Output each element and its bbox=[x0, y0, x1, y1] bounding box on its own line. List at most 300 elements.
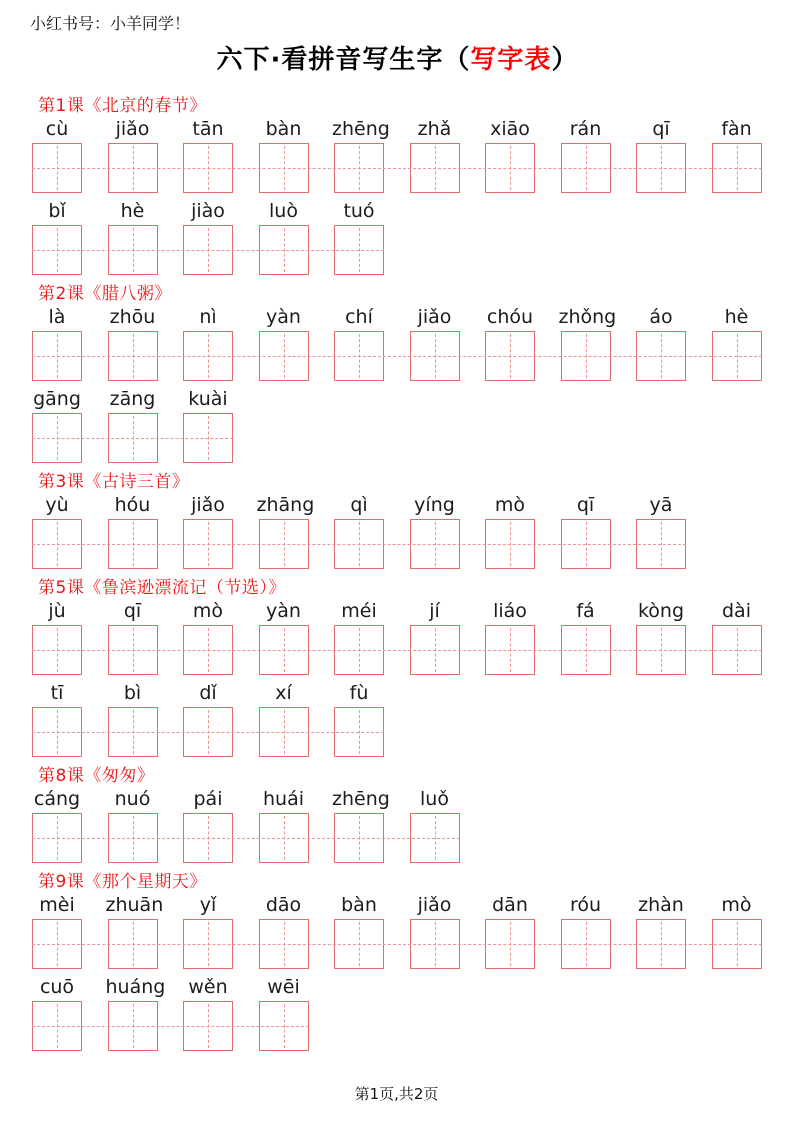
pinyin-label: dǐ bbox=[199, 682, 217, 704]
writing-grid-box bbox=[32, 413, 82, 463]
character-cell bbox=[106, 600, 182, 675]
character-cell bbox=[181, 600, 257, 675]
pinyin-box-unit bbox=[710, 894, 764, 969]
pinyin-label: bǐ bbox=[48, 200, 66, 222]
character-cell bbox=[408, 600, 484, 675]
pinyin-label: wēi bbox=[267, 976, 300, 998]
practice-row-grid bbox=[30, 118, 785, 193]
pinyin-box-unit bbox=[332, 306, 386, 381]
practice-row bbox=[30, 494, 765, 576]
character-cell bbox=[257, 894, 333, 969]
pinyin-box-unit bbox=[559, 494, 613, 569]
character-cell bbox=[106, 118, 182, 193]
character-cell bbox=[30, 200, 106, 275]
pinyin-box-unit bbox=[181, 894, 235, 969]
writing-grid-box bbox=[183, 1001, 233, 1051]
writing-grid-box bbox=[32, 813, 82, 863]
writing-grid-box bbox=[32, 625, 82, 675]
character-cell bbox=[483, 600, 559, 675]
pinyin-label: kuài bbox=[188, 388, 228, 410]
writing-grid-box bbox=[259, 143, 309, 193]
pinyin-label: zhuān bbox=[105, 894, 164, 916]
writing-grid-box bbox=[636, 625, 686, 675]
pinyin-box-unit bbox=[105, 894, 164, 969]
pinyin-box-unit bbox=[181, 388, 235, 463]
pinyin-label: méi bbox=[341, 600, 377, 622]
lesson-section bbox=[30, 96, 765, 282]
character-cell bbox=[408, 494, 484, 569]
character-cell bbox=[634, 894, 710, 969]
pinyin-box-unit bbox=[483, 894, 537, 969]
pinyin-box-unit bbox=[710, 306, 764, 381]
pinyin-label: tuó bbox=[343, 200, 375, 222]
writing-grid-box bbox=[32, 519, 82, 569]
character-cell bbox=[181, 976, 257, 1051]
pinyin-label: mèi bbox=[39, 894, 75, 916]
character-cell bbox=[106, 306, 182, 381]
character-cell bbox=[559, 306, 635, 381]
character-cell bbox=[483, 494, 559, 569]
pinyin-label: pái bbox=[193, 788, 223, 810]
character-cell bbox=[30, 976, 106, 1051]
pinyin-box-unit bbox=[408, 600, 462, 675]
character-cell bbox=[559, 894, 635, 969]
pinyin-box-unit bbox=[408, 494, 462, 569]
character-cell bbox=[710, 306, 786, 381]
pinyin-box-unit bbox=[106, 682, 160, 757]
lesson-section bbox=[30, 284, 765, 470]
pinyin-label: cù bbox=[45, 118, 69, 140]
writing-grid-box bbox=[712, 331, 762, 381]
character-cell bbox=[257, 200, 333, 275]
pinyin-label: yù bbox=[45, 494, 69, 516]
pinyin-label: yíng bbox=[414, 494, 455, 516]
writing-grid-box bbox=[636, 143, 686, 193]
pinyin-box-unit bbox=[106, 118, 160, 193]
character-cell bbox=[106, 682, 182, 757]
pinyin-label: yā bbox=[649, 494, 673, 516]
character-cell bbox=[332, 494, 408, 569]
writing-grid-box bbox=[183, 519, 233, 569]
writing-grid-box bbox=[108, 813, 158, 863]
writing-grid-box bbox=[183, 919, 233, 969]
pinyin-label: zhǒng bbox=[558, 306, 617, 328]
writing-grid-box bbox=[259, 919, 309, 969]
writing-grid-box bbox=[259, 519, 309, 569]
writing-grid-box bbox=[334, 143, 384, 193]
character-cell bbox=[483, 894, 559, 969]
pinyin-box-unit bbox=[257, 682, 311, 757]
writing-grid-box bbox=[259, 225, 309, 275]
character-cell bbox=[257, 600, 333, 675]
pinyin-label: zhàn bbox=[638, 894, 684, 916]
pinyin-label: fá bbox=[576, 600, 595, 622]
pinyin-box-unit bbox=[181, 200, 235, 275]
character-cell bbox=[30, 118, 106, 193]
pinyin-box-unit bbox=[106, 388, 160, 463]
practice-row-grid bbox=[30, 976, 332, 1051]
pinyin-label: yǐ bbox=[199, 894, 217, 916]
character-cell bbox=[408, 306, 484, 381]
writing-grid-box bbox=[108, 707, 158, 757]
pinyin-box-unit bbox=[106, 788, 160, 863]
lesson-section bbox=[30, 766, 765, 870]
pinyin-label: zhēng bbox=[332, 788, 390, 810]
pinyin-box-unit bbox=[332, 118, 390, 193]
character-cell bbox=[181, 788, 257, 863]
pinyin-box-unit bbox=[634, 306, 688, 381]
page-title-highlight: 写字表 bbox=[470, 45, 552, 75]
pinyin-box-unit bbox=[106, 494, 160, 569]
practice-row-grid bbox=[30, 600, 785, 675]
writing-grid-box bbox=[259, 707, 309, 757]
writing-grid-box bbox=[108, 225, 158, 275]
practice-row-grid bbox=[30, 200, 408, 275]
pinyin-label: chóu bbox=[486, 306, 534, 328]
character-cell bbox=[634, 494, 710, 569]
writing-grid-box bbox=[561, 919, 611, 969]
writing-grid-box bbox=[636, 331, 686, 381]
lesson-section bbox=[30, 578, 765, 764]
character-cell bbox=[30, 788, 106, 863]
pinyin-box-unit bbox=[710, 118, 764, 193]
pinyin-box-unit bbox=[30, 682, 84, 757]
writing-grid-box bbox=[636, 519, 686, 569]
pinyin-box-unit bbox=[181, 600, 235, 675]
character-cell bbox=[710, 118, 786, 193]
character-cell bbox=[30, 388, 106, 463]
writing-grid-box bbox=[334, 225, 384, 275]
pinyin-label: róu bbox=[569, 894, 602, 916]
pinyin-label: jiǎo bbox=[417, 306, 452, 328]
section-title: 第2课《腊八粥》 bbox=[38, 284, 172, 304]
writing-grid-box bbox=[183, 625, 233, 675]
pinyin-label: fàn bbox=[721, 118, 752, 140]
character-cell bbox=[408, 788, 484, 863]
pinyin-box-unit bbox=[30, 306, 84, 381]
pinyin-label: liáo bbox=[493, 600, 527, 622]
practice-row bbox=[30, 306, 765, 388]
character-cell bbox=[408, 894, 484, 969]
section-title: 第1课《北京的春节》 bbox=[38, 96, 207, 116]
pinyin-label: mò bbox=[192, 600, 224, 622]
pinyin-box-unit bbox=[30, 600, 84, 675]
page-title-prefix: 六下·看拼音写生字（ bbox=[216, 45, 471, 75]
pinyin-box-unit bbox=[634, 494, 688, 569]
pinyin-label: yàn bbox=[266, 306, 301, 328]
pinyin-label: chí bbox=[345, 306, 373, 328]
writing-grid-box bbox=[108, 331, 158, 381]
writing-grid-box bbox=[485, 625, 535, 675]
pinyin-box-unit bbox=[181, 682, 235, 757]
writing-grid-box bbox=[410, 625, 460, 675]
pinyin-label: huái bbox=[262, 788, 304, 810]
writing-grid-box bbox=[183, 143, 233, 193]
practice-row bbox=[30, 976, 765, 1058]
character-cell bbox=[106, 200, 182, 275]
writing-grid-box bbox=[334, 919, 384, 969]
pinyin-box-unit bbox=[181, 788, 235, 863]
character-cell bbox=[106, 388, 182, 463]
writing-grid-box bbox=[108, 143, 158, 193]
pinyin-box-unit bbox=[181, 306, 235, 381]
practice-row-grid bbox=[30, 388, 257, 463]
section-title: 第8课《匆匆》 bbox=[38, 766, 155, 786]
character-cell bbox=[257, 788, 333, 863]
pinyin-box-unit bbox=[408, 306, 462, 381]
pinyin-box-unit bbox=[106, 306, 160, 381]
pinyin-box-unit bbox=[634, 894, 688, 969]
pinyin-box-unit bbox=[332, 788, 390, 863]
character-cell bbox=[710, 894, 786, 969]
pinyin-box-unit bbox=[408, 894, 462, 969]
pinyin-box-unit bbox=[105, 976, 166, 1051]
practice-row bbox=[30, 388, 765, 470]
pinyin-label: bì bbox=[123, 682, 142, 704]
writing-grid-box bbox=[108, 919, 158, 969]
character-cell bbox=[332, 306, 408, 381]
character-cell bbox=[710, 600, 786, 675]
pinyin-box-unit bbox=[483, 600, 537, 675]
pinyin-box-unit bbox=[559, 118, 613, 193]
pinyin-box-unit bbox=[257, 894, 311, 969]
pinyin-box-unit bbox=[332, 494, 386, 569]
pinyin-label: qī bbox=[576, 494, 595, 516]
character-cell bbox=[483, 118, 559, 193]
pinyin-label: zhōu bbox=[109, 306, 156, 328]
writing-grid-box bbox=[259, 1001, 309, 1051]
practice-row-grid bbox=[30, 306, 785, 381]
character-cell bbox=[559, 118, 635, 193]
practice-row bbox=[30, 788, 765, 870]
character-cell bbox=[181, 682, 257, 757]
pinyin-box-unit bbox=[30, 118, 84, 193]
writing-grid-box bbox=[712, 919, 762, 969]
pinyin-label: zāng bbox=[109, 388, 156, 410]
practice-row-grid bbox=[30, 494, 710, 569]
pinyin-label: bàn bbox=[265, 118, 302, 140]
writing-grid-box bbox=[334, 707, 384, 757]
writing-grid-box bbox=[32, 919, 82, 969]
pinyin-box-unit bbox=[257, 976, 311, 1051]
pinyin-label: jiào bbox=[191, 200, 225, 222]
character-cell bbox=[106, 976, 182, 1051]
pinyin-label: jí bbox=[429, 600, 440, 622]
pinyin-box-unit bbox=[30, 200, 84, 275]
character-cell bbox=[181, 306, 257, 381]
pinyin-label: mò bbox=[494, 494, 526, 516]
pinyin-box-unit bbox=[483, 494, 537, 569]
pinyin-label: zhāng bbox=[256, 494, 315, 516]
character-cell bbox=[332, 118, 408, 193]
pinyin-box-unit bbox=[30, 976, 84, 1051]
writing-grid-box bbox=[108, 1001, 158, 1051]
writing-grid-box bbox=[183, 707, 233, 757]
pinyin-label: zhēng bbox=[332, 118, 390, 140]
writing-grid-box bbox=[410, 813, 460, 863]
pinyin-box-unit bbox=[559, 600, 613, 675]
character-cell bbox=[30, 600, 106, 675]
character-cell bbox=[257, 682, 333, 757]
pinyin-label: cáng bbox=[33, 788, 81, 810]
writing-grid-box bbox=[334, 519, 384, 569]
pinyin-box-unit bbox=[483, 306, 537, 381]
writing-grid-box bbox=[485, 143, 535, 193]
pinyin-box-unit bbox=[257, 118, 311, 193]
pinyin-box-unit bbox=[559, 894, 613, 969]
character-cell bbox=[181, 494, 257, 569]
pinyin-label: luǒ bbox=[420, 788, 449, 810]
writing-grid-box bbox=[712, 143, 762, 193]
character-cell bbox=[408, 118, 484, 193]
page-number: 第1页,共2页 bbox=[354, 1085, 439, 1103]
pinyin-label: xí bbox=[275, 682, 292, 704]
character-cell bbox=[106, 894, 182, 969]
writing-grid-box bbox=[561, 143, 611, 193]
pinyin-label: zhǎ bbox=[417, 118, 452, 140]
character-cell bbox=[332, 200, 408, 275]
character-cell bbox=[332, 894, 408, 969]
practice-row-grid bbox=[30, 894, 785, 969]
pinyin-label: tī bbox=[50, 682, 64, 704]
pinyin-label: cuō bbox=[39, 976, 75, 998]
pinyin-label: huáng bbox=[105, 976, 166, 998]
pinyin-label: rán bbox=[569, 118, 602, 140]
page-title-suffix: ） bbox=[551, 45, 579, 75]
writing-grid-box bbox=[485, 519, 535, 569]
practice-row-grid bbox=[30, 788, 483, 863]
pinyin-label: nì bbox=[199, 306, 217, 328]
character-cell bbox=[332, 682, 408, 757]
character-cell bbox=[106, 788, 182, 863]
character-cell bbox=[634, 306, 710, 381]
writing-grid-box bbox=[712, 625, 762, 675]
writing-grid-box bbox=[485, 919, 535, 969]
pinyin-label: fù bbox=[349, 682, 369, 704]
pinyin-box-unit bbox=[634, 118, 688, 193]
writing-grid-box bbox=[32, 143, 82, 193]
pinyin-label: hè bbox=[724, 306, 749, 328]
character-cell bbox=[332, 788, 408, 863]
character-cell bbox=[634, 600, 710, 675]
writing-grid-box bbox=[334, 625, 384, 675]
pinyin-box-unit bbox=[181, 976, 235, 1051]
character-cell bbox=[257, 976, 333, 1051]
character-cell bbox=[181, 894, 257, 969]
writing-grid-box bbox=[32, 331, 82, 381]
character-cell bbox=[257, 118, 333, 193]
character-cell bbox=[30, 682, 106, 757]
writing-grid-box bbox=[410, 919, 460, 969]
pinyin-box-unit bbox=[30, 494, 84, 569]
lesson-section bbox=[30, 472, 765, 576]
pinyin-label: qī bbox=[123, 600, 142, 622]
pinyin-label: tān bbox=[192, 118, 224, 140]
writing-grid-box bbox=[561, 519, 611, 569]
pinyin-label: hóu bbox=[114, 494, 151, 516]
pinyin-label: jù bbox=[48, 600, 66, 622]
character-cell bbox=[332, 600, 408, 675]
pinyin-label: bàn bbox=[341, 894, 377, 916]
character-cell bbox=[181, 118, 257, 193]
writing-grid-box bbox=[108, 519, 158, 569]
pinyin-label: wěn bbox=[188, 976, 228, 998]
pinyin-box-unit bbox=[634, 600, 688, 675]
practice-row bbox=[30, 600, 765, 682]
pinyin-label: mò bbox=[721, 894, 752, 916]
writing-grid-box bbox=[259, 813, 309, 863]
character-cell bbox=[559, 600, 635, 675]
practice-row bbox=[30, 682, 765, 764]
character-cell bbox=[483, 306, 559, 381]
writing-grid-box bbox=[32, 707, 82, 757]
pinyin-box-unit bbox=[332, 200, 386, 275]
writing-grid-box bbox=[410, 519, 460, 569]
pinyin-box-unit bbox=[332, 682, 386, 757]
section-title: 第3课《古诗三首》 bbox=[38, 472, 190, 492]
writing-grid-box bbox=[108, 625, 158, 675]
pinyin-box-unit bbox=[257, 200, 311, 275]
pinyin-box-unit bbox=[332, 894, 386, 969]
writing-grid-box bbox=[410, 331, 460, 381]
pinyin-label: qì bbox=[350, 494, 368, 516]
pinyin-box-unit bbox=[408, 788, 462, 863]
pinyin-label: dāo bbox=[265, 894, 302, 916]
pinyin-box-unit bbox=[558, 306, 617, 381]
pinyin-label: dān bbox=[492, 894, 528, 916]
character-cell bbox=[559, 494, 635, 569]
pinyin-label: jiǎo bbox=[115, 118, 150, 140]
practice-row bbox=[30, 118, 765, 200]
writing-grid-box bbox=[410, 143, 460, 193]
character-cell bbox=[181, 388, 257, 463]
writing-grid-box bbox=[183, 225, 233, 275]
pinyin-label: jiǎo bbox=[191, 494, 225, 516]
pinyin-box-unit bbox=[256, 494, 315, 569]
writing-grid-box bbox=[561, 331, 611, 381]
page-title bbox=[30, 42, 765, 78]
character-cell bbox=[257, 494, 333, 569]
writing-grid-box bbox=[561, 625, 611, 675]
practice-row-grid bbox=[30, 682, 408, 757]
pinyin-label: jiǎo bbox=[417, 894, 452, 916]
pinyin-box-unit bbox=[483, 118, 537, 193]
writing-grid-box bbox=[334, 331, 384, 381]
pinyin-box-unit bbox=[257, 306, 311, 381]
pinyin-box-unit bbox=[106, 200, 160, 275]
writing-grid-box bbox=[485, 331, 535, 381]
pinyin-label: hè bbox=[120, 200, 145, 222]
character-cell bbox=[634, 118, 710, 193]
character-cell bbox=[30, 894, 106, 969]
pinyin-box-unit bbox=[710, 600, 764, 675]
practice-row bbox=[30, 200, 765, 282]
section-title: 第9课《那个星期天》 bbox=[38, 872, 207, 892]
pinyin-label: yàn bbox=[266, 600, 301, 622]
practice-row bbox=[30, 894, 765, 976]
pinyin-box-unit bbox=[106, 600, 160, 675]
writing-grid-box bbox=[334, 813, 384, 863]
writing-grid-box bbox=[183, 331, 233, 381]
pinyin-box-unit bbox=[181, 118, 235, 193]
writing-grid-box bbox=[108, 413, 158, 463]
pinyin-label: dài bbox=[722, 600, 751, 622]
character-cell bbox=[106, 494, 182, 569]
pinyin-label: áo bbox=[649, 306, 673, 328]
writing-grid-box bbox=[259, 625, 309, 675]
pinyin-box-unit bbox=[332, 600, 386, 675]
writing-grid-box bbox=[183, 813, 233, 863]
